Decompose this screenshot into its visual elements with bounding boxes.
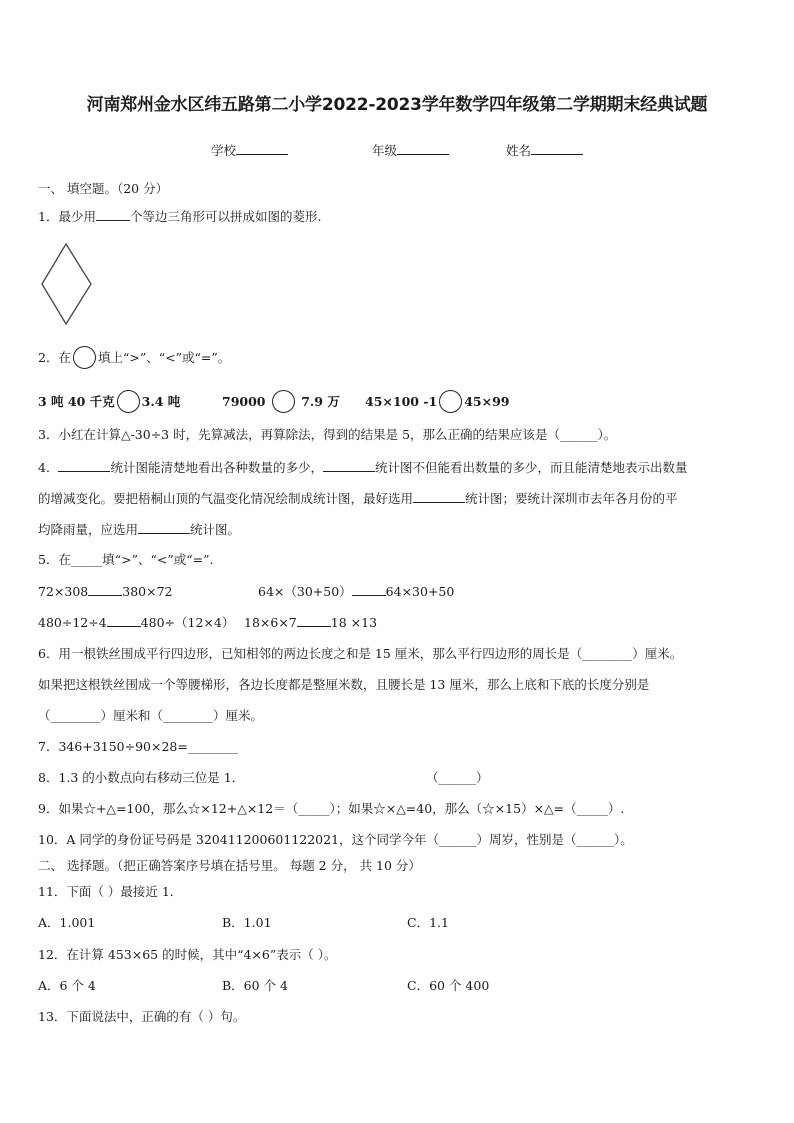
name-field[interactable]	[506, 142, 583, 159]
q5-row-1-a	[38, 583, 173, 600]
question-6-line-3: （________）厘米和（________）厘米。	[38, 708, 264, 723]
q4-text-4: 统计图；要统计深圳市去年各月份的平	[465, 491, 678, 506]
question-1	[38, 208, 321, 225]
q5-blank-2[interactable]	[352, 583, 386, 596]
school-field[interactable]	[211, 142, 288, 159]
q4-num: 4．	[38, 460, 59, 475]
q5-expr-2: 380×72	[122, 584, 173, 599]
q5-expr-6: 480÷（12×4）	[140, 615, 235, 630]
question-11: 11．下面（ ）最接近 1．	[38, 884, 183, 899]
q5-expr-4: 64×30+50	[385, 584, 455, 599]
question-4-line-2	[38, 490, 678, 507]
compare-circle-icon	[73, 346, 96, 369]
question-13: 13．下面说法中，正确的有（ ）句。	[38, 1009, 246, 1024]
school-blank[interactable]	[236, 142, 288, 155]
q5-row-1-b	[258, 583, 454, 600]
q12-option-c[interactable]: C．60 个 400	[407, 978, 490, 993]
compare-circle-2[interactable]	[272, 390, 295, 413]
q4-blank-1[interactable]	[58, 459, 110, 472]
grade-blank[interactable]	[397, 142, 449, 155]
q5-expr-1: 72×308	[38, 584, 89, 599]
grade-label: 年级	[372, 143, 398, 158]
q4-blank-4[interactable]	[138, 521, 190, 534]
q2-text-b: 填上“>”、“<”或“=”。	[97, 350, 231, 365]
q2-item-2-right: 7.9 万	[301, 394, 340, 409]
rhombus-figure	[40, 241, 94, 327]
name-blank[interactable]	[531, 142, 583, 155]
compare-circle-3[interactable]	[439, 390, 462, 413]
school-label: 学校	[211, 143, 237, 158]
compare-circle-1[interactable]	[117, 390, 140, 413]
question-2	[38, 347, 230, 370]
q4-text-5: 均降雨量，应选用	[38, 522, 139, 537]
q8-answer-blank[interactable]: （______）	[426, 770, 489, 785]
q5-blank-4[interactable]	[297, 614, 331, 627]
q11-option-a[interactable]: A．1.001	[38, 915, 96, 930]
question-4-line-1	[38, 459, 687, 476]
question-9: 9．如果☆+△=100，那么☆×12+△×12＝（_____）；如果☆×△=40，那么（☆×15）×△=（_____）.	[38, 801, 625, 816]
q4-blank-3[interactable]	[413, 490, 465, 503]
section-2-heading: 二、 选择题。（把正确答案序号填在括号里。 每题 2 分， 共 10 分）	[38, 858, 421, 873]
question-3: 3．小红在计算△-30÷3 时，先算减法，再算除法，得到的结果是 5，那么正确的结果应该是（______）。	[38, 427, 617, 442]
q4-blank-2[interactable]	[323, 459, 375, 472]
q2-item-3-left: 45×100 -1	[365, 394, 438, 409]
question-5: 5．在_____填“>”、“<”或“=”.	[38, 552, 214, 567]
q5-blank-1[interactable]	[88, 583, 122, 596]
q4-text-2: 统计图不但能看出数量的多少，而且能清楚地表示出数量	[374, 460, 688, 475]
q5-row-2-a	[38, 614, 234, 631]
q1-text-a: 1．最少用	[38, 209, 96, 224]
question-4-line-3	[38, 521, 240, 538]
grade-field[interactable]	[372, 142, 449, 159]
q2-item-1-right: 3.4 吨	[141, 394, 181, 409]
question-6-line-2: 如果把这根铁丝围成一个等腰梯形，各边长度都是整厘米数，且腰长是 13 厘米，那么上底和下底的长度分别是	[38, 677, 650, 692]
q2-item-2-left: 79000	[222, 394, 266, 409]
q2-item-1	[38, 391, 180, 414]
q5-expr-3: 64×（30+50）	[258, 584, 352, 599]
q2-item-1-left: 3 吨 40 千克	[38, 394, 115, 409]
q12-option-b[interactable]: B．60 个 4	[222, 978, 288, 993]
q5-expr-8: 18 ×13	[330, 615, 378, 630]
q4-text-1: 统计图能清楚地看出各种数量的多少，	[110, 460, 323, 475]
q2-text-a: 2．在	[38, 350, 71, 365]
q12-option-a[interactable]: A．6 个 4	[38, 978, 96, 993]
question-6-line-1: 6．用一根铁丝围成平行四边形，已知相邻的两边长度之和是 15 厘米，那么平行四边形的周长是（________）厘米。	[38, 646, 683, 661]
q4-text-6: 统计图。	[190, 522, 241, 537]
q2-item-2	[222, 391, 340, 414]
name-label: 姓名	[506, 143, 532, 158]
question-8: 8．1.3 的小数点向右移动三位是 1．	[38, 770, 245, 785]
q5-expr-5: 480÷12÷4	[38, 615, 107, 630]
q1-blank[interactable]	[96, 208, 130, 221]
q11-option-b[interactable]: B．1.01	[222, 915, 272, 930]
question-7: 7．346+3150÷90×28=________	[38, 739, 238, 754]
q2-item-3	[365, 391, 509, 414]
q5-row-2-b	[244, 614, 377, 631]
page-title: 河南郑州金水区纬五路第二小学2022-2023学年数学四年级第二学期期末经典试题	[86, 95, 708, 115]
q11-option-c[interactable]: C．1.1	[407, 915, 449, 930]
q5-blank-3[interactable]	[107, 614, 141, 627]
question-12: 12．在计算 453×65 的时候，其中“4×6”表示（ ）。	[38, 947, 337, 962]
q2-item-3-right: 45×99	[464, 394, 510, 409]
q4-text-3: 的增减变化。要把梧桐山顶的气温变化情况绘制成统计图，最好选用	[38, 491, 414, 506]
question-10: 10．A 同学的身份证号码是 320411200601122021，这个同学今年（______）周岁，性别是（______）。	[38, 832, 633, 847]
q5-expr-7: 18×6×7	[244, 615, 297, 630]
q1-text-b: 个等边三角形可以拼成如图的菱形.	[129, 209, 322, 224]
section-1-heading: 一、 填空题。（20 分）	[38, 181, 169, 196]
